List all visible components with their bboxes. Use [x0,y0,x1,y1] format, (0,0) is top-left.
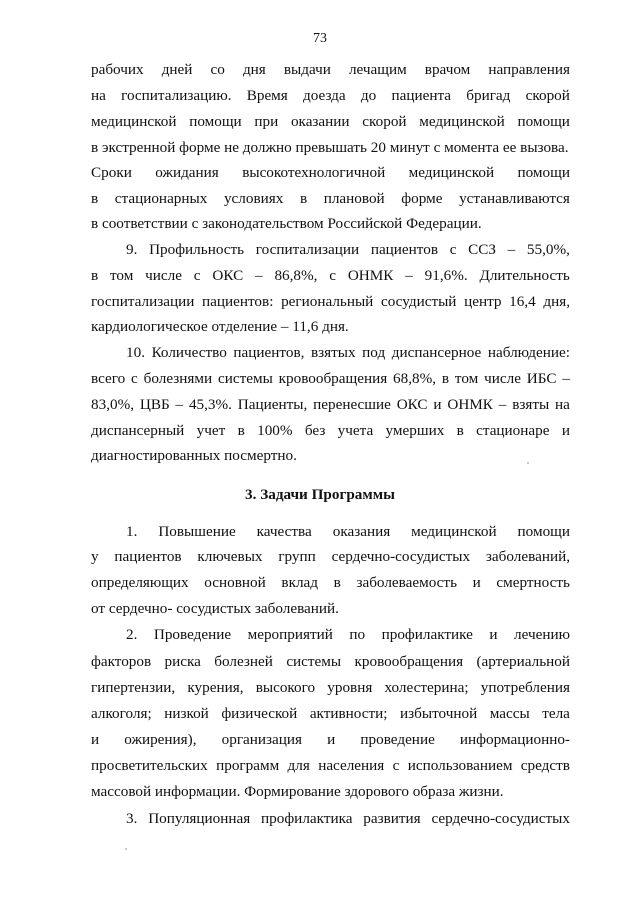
word: пациентов, [233,344,305,361]
word: Количество [151,344,227,361]
word: ЦВБ [139,396,170,413]
word: высокого [255,679,316,696]
word: тела [542,705,570,722]
word: врачом [424,61,471,78]
word: 100% [257,422,293,439]
word: с [449,241,457,258]
word: 86,8%, [274,267,318,284]
word: скорой [525,87,570,104]
scan-speck [527,462,529,464]
word: плановой [323,190,385,207]
word: в [237,422,245,439]
word: госпитализацию. [121,87,232,104]
word: и [561,422,570,439]
word: – [562,370,570,387]
word: помощи [517,113,570,130]
word: медицинской [419,113,505,130]
word: групп [278,548,316,565]
word: 45,3%. [188,396,232,413]
word: вклад [281,574,319,591]
word: 10. [126,344,145,361]
word: – [405,267,413,284]
word: – [507,241,516,258]
text-line [91,395,570,415]
word: и [433,396,442,413]
text-line [91,189,570,209]
word: стационаре [476,422,550,439]
word: проведение [360,731,435,748]
word: употребления [480,679,570,696]
word: числе [484,370,521,387]
text-line [91,652,570,672]
word: уровня [327,679,373,696]
word: взяты [512,396,550,413]
word: низкой [164,705,209,722]
scan-speck [125,848,127,850]
word: в соответствии с законодательством Российской Федерации. [91,215,482,232]
word: дня [242,61,266,78]
word: и [472,574,481,591]
word: 83,0%, [91,396,135,413]
word: алкоголя; [91,705,152,722]
word: гипертензии, [91,679,176,696]
word: пациентов [370,241,439,258]
word: наблюдение: [487,344,570,361]
text-line [126,240,570,260]
text-line [91,782,504,802]
word: с [329,267,337,284]
word: госпитализации [91,293,195,310]
word: дней [161,61,193,78]
word: профилактике [381,626,473,643]
word: всего [91,370,126,387]
word: Проведение [153,626,232,643]
word: определяющих [91,574,189,591]
word: оказании [290,113,350,130]
text-line [91,547,570,567]
word: в экстренной форме не должно превышать 20 минут с момента ее вызова. [91,139,569,156]
word: смертность [496,574,570,591]
word: сердечно-сосудистых [431,810,570,827]
word: оказания [332,523,391,540]
text-line [126,625,570,645]
word: в [441,370,450,387]
word: ИБС [526,370,557,387]
word: диспансерный [91,422,185,439]
word: и [91,731,100,748]
word: бригад [466,87,511,104]
text-line [91,756,570,776]
word: кровообращения [354,653,464,670]
word: выдачи [283,61,331,78]
word: 55,0%, [526,241,570,258]
word: Сроки [91,164,132,181]
word: ОКС [396,396,428,413]
word: Пациенты, [237,396,308,413]
word: медицинской [91,113,177,130]
word: просветительских [91,757,208,774]
word: в [299,190,308,207]
word: пациента [391,87,452,104]
word: госпитализации [255,241,360,258]
page-number: 73 [313,31,327,46]
text-line [91,599,339,619]
word: сердечно-сосудистых [331,548,471,565]
word: региональный [281,293,374,310]
word: курения, [187,679,244,696]
word: в [91,190,99,207]
word: без [304,422,326,439]
word: под [362,344,386,361]
word: взятых [311,344,356,361]
text-line [126,343,570,363]
word: устанавливаются [459,190,570,207]
word: ОКС [212,267,244,284]
word: профилактика [261,810,353,827]
text-line [91,112,570,132]
word: числе [145,267,182,284]
word: качества [256,523,312,540]
word: с [131,370,138,387]
word: в [333,574,341,591]
word: 9. [126,241,138,258]
word: лечащим [348,61,407,78]
word: ОНМК [447,396,493,413]
word: том [454,370,479,387]
text-line [91,292,570,312]
word: населения [318,757,385,774]
word: рабочих [91,61,144,78]
word: кровообращения [278,370,388,387]
word: лечению [514,626,570,643]
word: заболеваемость [356,574,457,591]
word: мероприятий [247,626,333,643]
word: форме [401,190,443,207]
section-heading: 3. Задачи Программы [245,486,395,503]
word: кардиологическое отделение – 11,6 дня. [91,318,349,335]
word: средств [520,757,570,774]
text-line [91,678,570,698]
word: болезней [214,653,273,670]
word: и [489,626,498,643]
word: у [91,548,99,565]
word: Профильность [149,241,245,258]
word: – [498,396,507,413]
word: информационно- [459,731,570,748]
word: пациентов [114,548,182,565]
word: со [210,61,225,78]
word: и [327,731,336,748]
word: массы [489,705,530,722]
text-line [91,163,570,183]
word: риска [164,653,201,670]
word: болезнями [143,370,213,387]
word: системы [286,653,342,670]
word: организация [221,731,303,748]
word: направления [488,61,570,78]
word: основной [204,574,266,591]
text-line [91,446,297,466]
word: стационарных [114,190,208,207]
word: центр [464,293,502,310]
word: Повышение [158,523,236,540]
word: – [255,267,263,284]
word: 3. [126,810,138,827]
word: ожидания [155,164,219,181]
word: 1. [126,523,138,540]
text-line [91,266,570,286]
word: до [360,87,377,104]
word: от сердечно- сосудистых заболеваний. [91,600,339,617]
word: физической [221,705,298,722]
text-line [91,60,570,80]
word: с [392,757,400,774]
word: при [254,113,279,130]
word: условиях [223,190,284,207]
word: пациентов: [202,293,274,310]
word: на [91,87,106,104]
word: (артериальной [476,653,570,670]
text-line [126,522,570,542]
word: развития [363,810,421,827]
word: медицинской [411,523,497,540]
word: 2. [126,626,138,643]
word: факторов [91,653,152,670]
word: дня, [543,293,570,310]
word: 68,8%, [393,370,437,387]
word: на [555,396,570,413]
word: помощи [517,164,570,181]
word: по [349,626,366,643]
text-line [91,421,570,441]
word: 16,4 [509,293,536,310]
word: том [109,267,134,284]
word: медицинской [408,164,495,181]
word: – [175,396,184,413]
word: сосудистый [380,293,457,310]
word: Время [246,87,288,104]
word: системы [217,370,273,387]
word: доезда [303,87,346,104]
word: 91,6%. [424,267,468,284]
word: программ [216,757,280,774]
word: ОНМК [347,267,394,284]
word: помощи [189,113,242,130]
word: высокотехнологичной [242,164,386,181]
word: в [91,267,99,284]
word: помощи [517,523,570,540]
text-line [91,704,570,724]
word: холестерина; [384,679,469,696]
word: массовой информации. Формирование здорового образа жизни. [91,783,504,800]
word: заболеваний, [485,548,570,565]
word: диагностированных посмертно. [91,447,297,464]
word: Длительность [479,267,570,284]
word: для [287,757,310,774]
word: перенесшие [313,396,391,413]
text-line [91,138,569,158]
word: учета [337,422,374,439]
text-line [91,573,570,593]
word: избыточной [400,705,478,722]
word: ожирения), [124,731,197,748]
word: скорой [362,113,407,130]
word: ССЗ [468,241,496,258]
word: с [193,267,201,284]
word: Популяционная [148,810,251,827]
word: использованием [407,757,513,774]
text-line [91,317,349,337]
text-line [91,369,570,389]
word: ключевых [197,548,263,565]
text-line [91,730,570,750]
text-line [91,214,482,234]
text-line [126,809,570,829]
word: в [456,422,464,439]
text-line [91,86,570,106]
word: учет [196,422,226,439]
word: диспансерное [391,344,482,361]
word: умерших [385,422,445,439]
word: активности; [309,705,388,722]
